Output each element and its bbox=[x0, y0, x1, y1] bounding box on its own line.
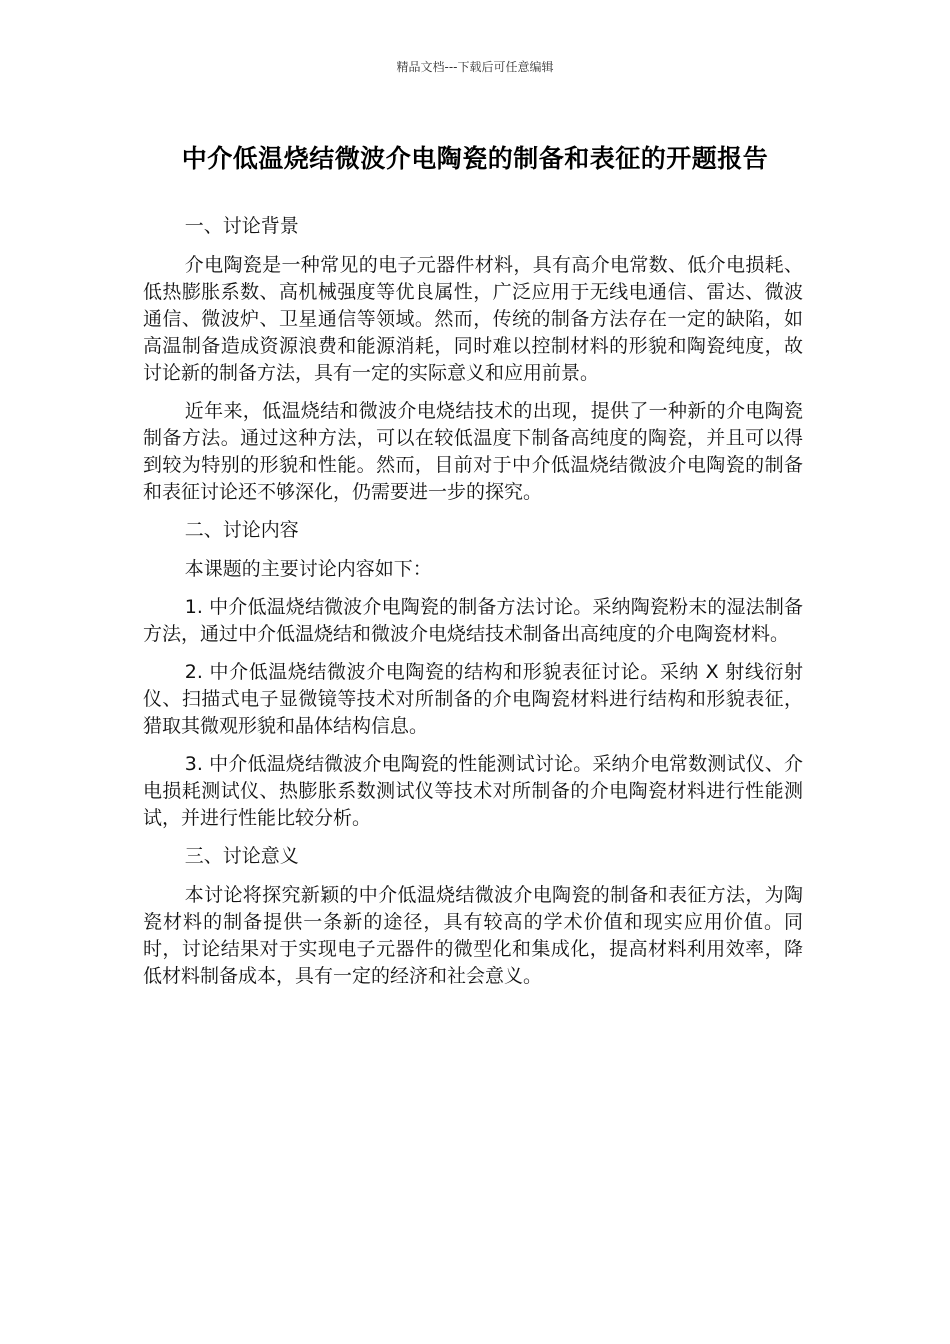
section-heading-significance: 三、讨论意义 bbox=[184, 845, 299, 867]
document-title: 中介低温烧结微波介电陶瓷的制备和表征的开题报告 bbox=[181, 144, 769, 173]
background-paragraph-1: 介电陶瓷是一种常见的电子元器件材料，具有高介电常数、低介电损耗、低热膨胀系数、高机械强度等优良属性，广泛应用于无线电通信、雷达、微波通信、微波炉、卫星通信等领域。然而，传统的制备方法存在一定的缺陷，如高温制备造成资源浪费和能源消耗，同时难以控制材料的形貌和陶瓷纯度，故讨论新的制备方法，具有一定的实际意义和应用前景。 bbox=[143, 254, 803, 384]
section-heading-content: 二、讨论内容 bbox=[184, 519, 299, 541]
content-intro: 本课题的主要讨论内容如下： bbox=[184, 558, 432, 580]
header-note: 精品文档---下载后可任意编辑 bbox=[396, 60, 554, 74]
significance-paragraph-1: 本讨论将探究新颖的中介低温烧结微波介电陶瓷的制备和表征方法，为陶瓷材料的制备提供一条新的途径，具有较高的学术价值和现实应用价值。同时，讨论结果对于实现电子元器件的微型化和集成化，提高材料利用效率，降低材料制备成本，具有一定的经济和社会意义。 bbox=[143, 884, 803, 987]
section-heading-background: 一、讨论背景 bbox=[184, 215, 299, 237]
background-paragraph-2: 近年来，低温烧结和微波介电烧结技术的出现，提供了一种新的介电陶瓷制备方法。通过这种方法，可以在较低温度下制备高纯度的陶瓷，并且可以得到较为特别的形貌和性能。然而，目前对于中介低温烧结微波介电陶瓷的制备和表征讨论还不够深化，仍需要进一步的探究。 bbox=[143, 400, 803, 503]
content-item-1: 1. 中介低温烧结微波介电陶瓷的制备方法讨论。采纳陶瓷粉末的湿法制备方法，通过中介低温烧结和微波介电烧结技术制备出高纯度的介电陶瓷材料。 bbox=[143, 596, 803, 645]
content-item-2: 2. 中介低温烧结微波介电陶瓷的结构和形貌表征讨论。采纳 X 射线衍射仪、扫描式电子显微镜等技术对所制备的介电陶瓷材料进行结构和形貌表征，猎取其微观形貌和晶体结构信息。 bbox=[143, 661, 803, 737]
document-body bbox=[143, 213, 803, 1001]
content-item-3: 3. 中介低温烧结微波介电陶瓷的性能测试讨论。采纳介电常数测试仪、介电损耗测试仪、热膨胀系数测试仪等技术对所制备的介电陶瓷材料进行性能测试，并进行性能比较分析。 bbox=[143, 753, 803, 829]
